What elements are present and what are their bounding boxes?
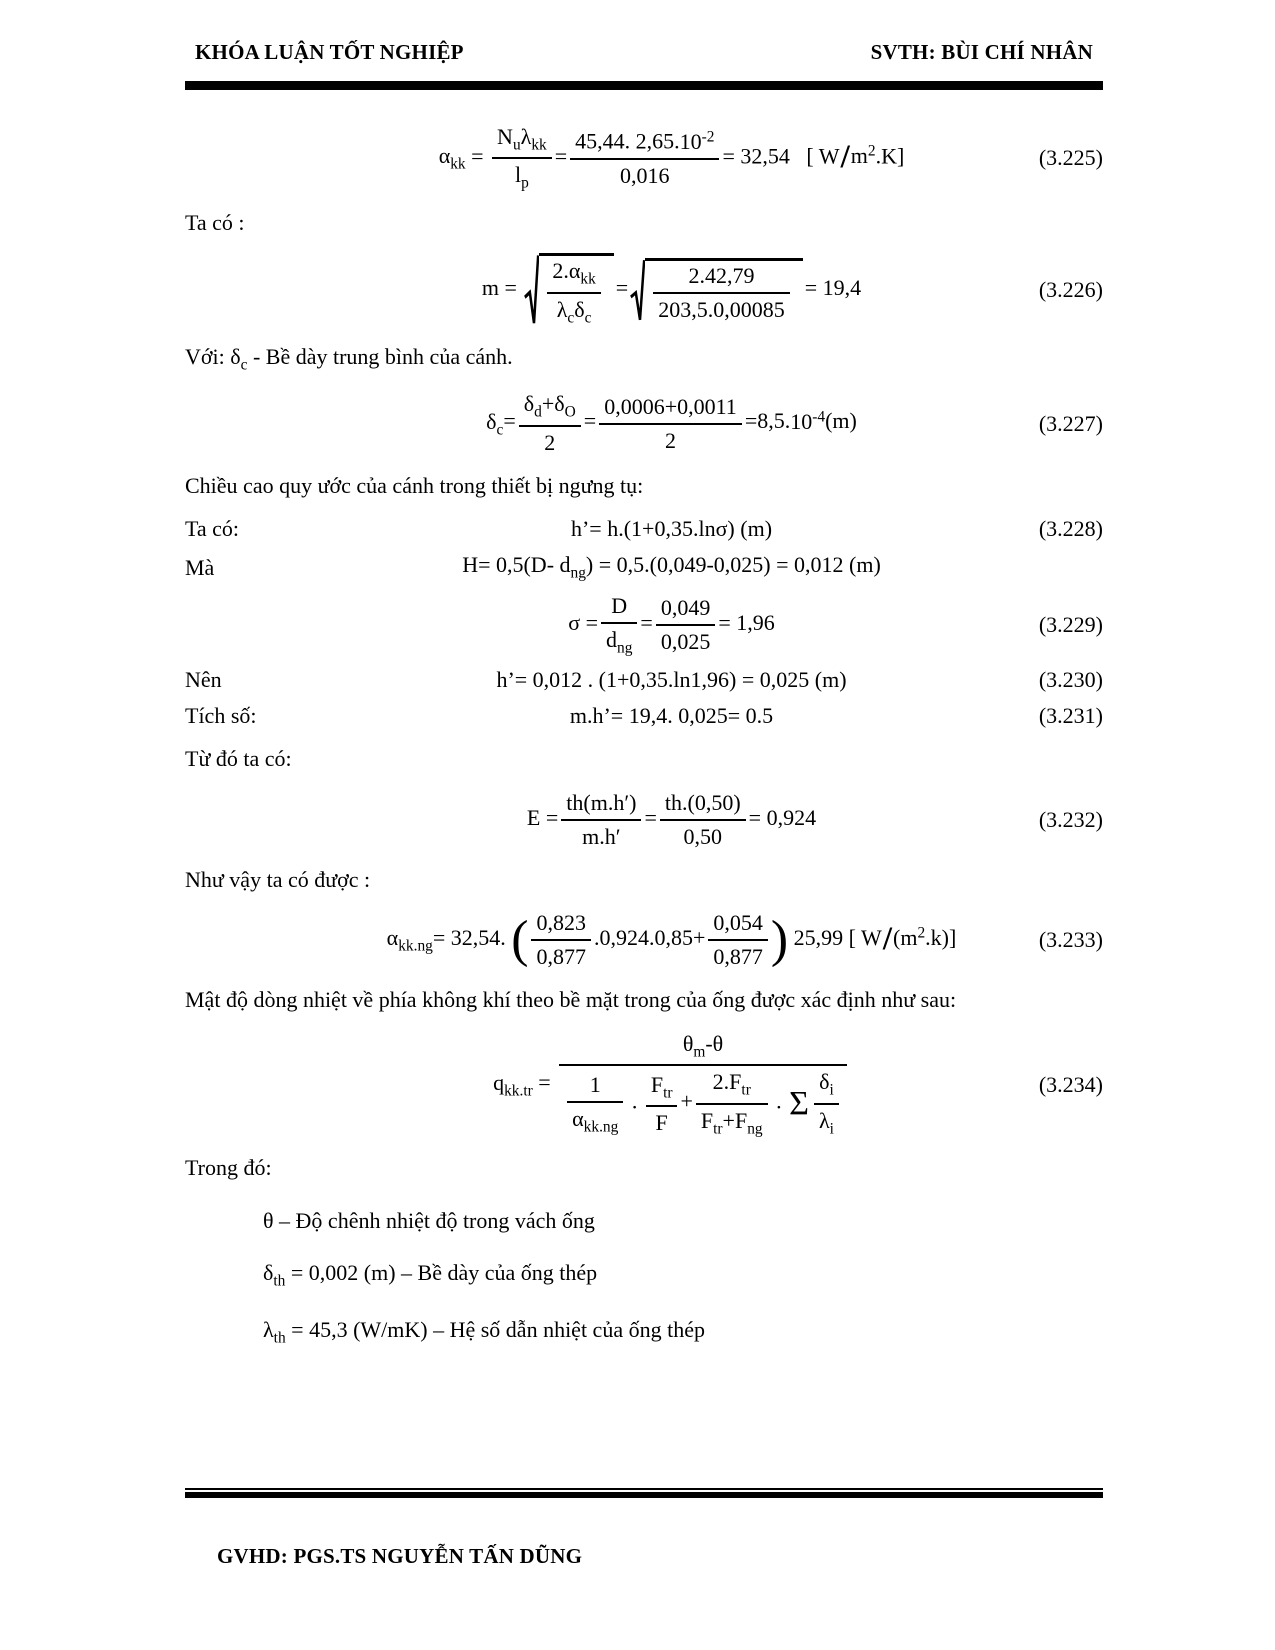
- denominator: [708, 941, 768, 970]
- subscript: c: [567, 309, 575, 327]
- equation-row: [185, 516, 1103, 542]
- math-text: Chiều cao quy ước của cánh trong thiết bị ngưng tụ:: [185, 472, 644, 498]
- math-text: =: [554, 143, 568, 169]
- math-sub-group: [682, 1030, 706, 1061]
- denominator: [599, 425, 742, 454]
- math-text: Mật độ dòng nhiệt về phía không khí theo bề mặt trong của ống được xác định như sau:: [185, 987, 957, 1013]
- math-text: 0,054: [713, 910, 763, 936]
- subscript: ng: [570, 564, 586, 582]
- math-base: λ: [556, 296, 568, 322]
- numerator: [601, 593, 637, 624]
- math-base: δ: [230, 344, 241, 370]
- big-slash-icon: /: [882, 921, 892, 958]
- math-text: =: [503, 408, 516, 434]
- math-sub-group: [606, 626, 633, 657]
- subscript: c: [496, 421, 504, 439]
- subscript: m: [693, 1043, 706, 1061]
- superscript: -2: [701, 128, 715, 146]
- numerator: [547, 258, 600, 293]
- subscript: c: [584, 309, 592, 327]
- superscript: 2: [867, 142, 876, 160]
- math-text: 2.42,79: [688, 262, 755, 288]
- math-text: = 1,96: [718, 610, 775, 636]
- math-text: .K]: [875, 143, 905, 169]
- math-text: 2.: [552, 258, 569, 284]
- paragraph: [185, 745, 1103, 774]
- fraction: [814, 1069, 839, 1138]
- math-text: 2: [665, 427, 677, 453]
- math-text: .: [626, 1088, 643, 1114]
- equation-label: [185, 703, 335, 729]
- subscript: tr: [713, 1120, 723, 1138]
- square-root: [524, 253, 613, 327]
- subscript: O: [564, 403, 576, 421]
- equation-body: [335, 910, 1008, 970]
- subscript: i: [829, 1120, 834, 1138]
- numerator: [559, 1031, 847, 1066]
- math-sub-group: [700, 1107, 723, 1138]
- numerator: [492, 124, 552, 159]
- math-text: m.h′: [582, 823, 621, 849]
- denominator: [570, 160, 719, 189]
- content: [185, 124, 1103, 1348]
- math-text: = 0,924: [748, 804, 817, 830]
- math-text: Ta có:: [185, 516, 240, 542]
- equation-row: [185, 124, 1103, 193]
- math-base: F: [734, 1107, 748, 1133]
- fraction: [567, 1072, 623, 1136]
- denominator: [814, 1105, 839, 1138]
- math-text: =: [583, 408, 597, 434]
- math-text: ) = 0,5.(0,049-0,025) = 0,012 (m): [585, 552, 881, 578]
- equation-body: [335, 516, 1008, 542]
- equation-row: [185, 1031, 1103, 1138]
- header-title: KHÓA LUẬN TỐT NGHIỆP: [195, 40, 464, 64]
- equation-number: (3.234): [1038, 1071, 1103, 1097]
- radical-icon: [630, 258, 645, 323]
- math-base: λ: [818, 1107, 830, 1133]
- math-text: 0,823: [536, 910, 586, 936]
- fraction: [599, 394, 742, 454]
- math-text: h’= 0,012 . (1+0,35.ln1,96) = 0,025 (m): [496, 667, 847, 693]
- square-root: [630, 258, 803, 323]
- numerator: [646, 1072, 678, 1107]
- math-sub-group: [523, 391, 542, 421]
- math-text: 0,0006+0,0011: [604, 393, 737, 419]
- math-base: δ: [554, 391, 565, 417]
- fraction: [653, 263, 790, 323]
- denominator: [519, 427, 581, 456]
- page-footer: [185, 1488, 1103, 1569]
- fraction: [559, 1031, 847, 1138]
- math-text: - Bề dày trung bình của cánh.: [247, 344, 513, 370]
- subscript: u: [512, 136, 521, 154]
- fraction: [531, 910, 591, 970]
- math-text: Nên: [185, 667, 222, 693]
- equation-number: (3.229): [1038, 612, 1103, 638]
- header-rule: [185, 81, 1103, 90]
- equation-row: [185, 790, 1103, 850]
- subscript: kk.ng: [398, 937, 433, 955]
- math-sup-group: [680, 129, 715, 154]
- math-text: Tích số:: [185, 703, 257, 729]
- radicand: [645, 258, 803, 323]
- math-base: α: [572, 1105, 584, 1131]
- page-header: [185, 40, 1103, 65]
- equation-label: [185, 667, 335, 693]
- subscript: tr: [663, 1083, 673, 1101]
- math-sub-group: [263, 1316, 286, 1347]
- paragraph: [185, 472, 1103, 501]
- paragraph: [185, 866, 1103, 895]
- math-base: m: [900, 925, 918, 951]
- subscript: th: [273, 1329, 286, 1347]
- math-base: α: [568, 258, 581, 284]
- math-sub-group: [263, 1260, 286, 1290]
- subscript: tr: [741, 1081, 751, 1099]
- subscript: p: [521, 174, 529, 192]
- math-text: m.h’= 19,4. 0,025= 0.5: [569, 703, 774, 729]
- math-text: m =: [481, 275, 523, 301]
- math-text: +: [680, 1088, 693, 1114]
- paragraph: [263, 1259, 1103, 1291]
- equation-number: (3.233): [1038, 927, 1103, 953]
- numerator: [653, 263, 790, 294]
- numerator: [561, 790, 641, 821]
- math-base: λ: [520, 124, 532, 149]
- math-text: 0,877: [536, 944, 586, 970]
- math-text: .: [770, 1088, 788, 1114]
- math-text: F: [655, 1109, 668, 1135]
- numerator: [519, 391, 581, 426]
- denominator: [660, 821, 746, 850]
- equation-body: [335, 703, 1008, 729]
- math-sub-group: [556, 296, 575, 327]
- equation-row: [185, 391, 1103, 455]
- footer-rule-thin: [185, 1488, 1103, 1490]
- math-text: H= 0,5(D-: [462, 552, 560, 578]
- numerator: [814, 1069, 839, 1104]
- equation-body: [335, 391, 1008, 455]
- math-base: δ: [819, 1069, 830, 1095]
- math-text: 2.: [712, 1069, 730, 1095]
- math-text: 0,50: [683, 823, 723, 849]
- equation-row: [185, 253, 1103, 327]
- math-text: .k)]: [925, 925, 957, 951]
- math-text: σ =: [568, 610, 599, 636]
- radical-icon: [524, 253, 539, 327]
- superscript: 2: [917, 924, 926, 942]
- math-base: α: [386, 925, 399, 951]
- math-sub-group: [386, 925, 433, 955]
- paragraph: [263, 1207, 1103, 1236]
- math-text: = 0,002 (m) – Bề dày của ống thép: [285, 1260, 598, 1286]
- subscript: d: [534, 403, 542, 421]
- numerator: [660, 790, 746, 821]
- big-slash-icon: /: [840, 139, 850, 176]
- math-text: 0,016: [620, 162, 670, 188]
- subscript: th: [273, 1272, 286, 1290]
- math-text: D: [611, 592, 628, 618]
- denominator: [656, 626, 716, 655]
- denominator: [696, 1105, 768, 1138]
- numerator: [567, 1072, 623, 1103]
- fraction: [708, 910, 768, 970]
- fraction: [660, 790, 746, 850]
- equation-body: [335, 124, 1008, 193]
- equation-number: (3.227): [1038, 410, 1103, 436]
- math-text: h’= h.(1+0,35.lnσ) (m): [570, 516, 773, 542]
- math-text: .0,924.0,85+: [593, 925, 706, 951]
- math-base: δ: [523, 391, 535, 417]
- numerator: [599, 394, 742, 425]
- superscript: -4: [812, 408, 826, 426]
- denominator: [567, 1103, 623, 1136]
- fraction: [492, 124, 552, 193]
- radicand: [539, 253, 613, 327]
- equation-number: (3.230): [1038, 667, 1103, 693]
- big-paren: ): [770, 911, 789, 969]
- denominator: [547, 294, 600, 327]
- math-sub-group: [572, 1105, 619, 1135]
- math-base: 10: [790, 408, 813, 434]
- equation-label: [185, 516, 335, 542]
- math-text: Từ đó ta có:: [185, 746, 292, 772]
- math-text: 45,44. 2,65.: [575, 128, 680, 154]
- equation-body: [335, 552, 1008, 582]
- subscript: ng: [617, 639, 633, 657]
- math-sub-group: [554, 391, 576, 421]
- math-base: F: [650, 1071, 664, 1097]
- math-sub-group: [438, 143, 466, 173]
- equation-body: [335, 790, 1008, 850]
- math-text: +: [722, 1107, 735, 1133]
- math-base: δ: [263, 1260, 274, 1286]
- math-base: m: [850, 143, 868, 169]
- math-sub-group: [819, 1069, 834, 1099]
- fraction: [646, 1072, 678, 1136]
- numerator: [656, 595, 716, 626]
- math-text: -θ: [705, 1030, 724, 1056]
- subscript: i: [829, 1081, 834, 1099]
- math-text: 0,877: [713, 944, 763, 970]
- math-base: N: [497, 124, 513, 149]
- math-sub-group: [818, 1107, 834, 1138]
- math-text: = 19,4: [804, 275, 862, 301]
- equation-body: [335, 667, 1008, 693]
- subscript: kk: [580, 270, 596, 288]
- equation-row: [185, 593, 1103, 657]
- footer-rule-thick: [185, 1492, 1103, 1498]
- math-text: 1: [589, 1071, 601, 1097]
- math-base: δ: [486, 408, 497, 434]
- math-text: (m): [825, 408, 857, 434]
- math-text: Ta có :: [185, 209, 245, 235]
- math-base: q: [493, 1069, 505, 1095]
- equation-number: (3.225): [1038, 145, 1103, 171]
- paragraph: [185, 209, 1103, 238]
- equation-number: (3.226): [1038, 277, 1103, 303]
- equation-row: [185, 910, 1103, 970]
- paragraph: [185, 343, 1103, 375]
- math-sub-group: [486, 408, 504, 439]
- math-text: (: [893, 925, 901, 951]
- denominator: [653, 294, 790, 323]
- math-text: 2: [544, 429, 556, 455]
- math-text: θ – Độ chênh nhiệt độ trong vách ống: [263, 1207, 595, 1233]
- math-base: l: [514, 162, 522, 188]
- math-sup-group: [900, 925, 925, 950]
- math-text: =: [644, 804, 657, 830]
- fraction: [601, 593, 637, 657]
- equation-row: [185, 552, 1103, 582]
- equation-number: (3.231): [1038, 703, 1103, 729]
- math-text: = 45,3 (W/mK) – Hệ số dẫn nhiệt của ống thép: [285, 1316, 705, 1342]
- math-sub-group: [729, 1069, 751, 1099]
- fraction: [519, 391, 581, 455]
- math-sub-group: [559, 552, 586, 582]
- math-base: λ: [263, 1316, 274, 1342]
- fraction: [656, 595, 716, 655]
- equation-body: [335, 253, 1008, 327]
- subscript: kk: [450, 155, 466, 173]
- equation-number: (3.228): [1038, 516, 1103, 542]
- denominator: [531, 941, 591, 970]
- math-text: Trong đó:: [185, 1155, 272, 1181]
- denominator: [492, 159, 552, 192]
- math-text: th(m.h′): [566, 789, 637, 815]
- math-text: = 32,54.: [432, 925, 512, 951]
- equation-body: [335, 1031, 1008, 1138]
- math-text: th.(0,50): [664, 789, 741, 815]
- equation-number: (3.232): [1038, 806, 1103, 832]
- math-sub-group: [514, 162, 529, 192]
- math-text: 0,025: [660, 629, 711, 655]
- equation-row: [185, 703, 1103, 729]
- math-base: θ: [682, 1030, 694, 1056]
- math-base: d: [559, 552, 571, 578]
- math-text: 203,5.0,00085: [658, 296, 785, 322]
- fraction: [570, 128, 719, 189]
- math-sup-group: [790, 409, 825, 434]
- math-text: =: [640, 610, 653, 636]
- equation-body: [335, 593, 1008, 657]
- math-sub-group: [520, 124, 547, 154]
- math-sub-group: [493, 1069, 533, 1099]
- subscript: kk: [531, 136, 547, 154]
- header-author: SVTH: BÙI CHÍ NHÂN: [870, 40, 1093, 64]
- math-sub-group: [734, 1107, 763, 1138]
- math-text: =8,5.: [744, 408, 791, 434]
- denominator: [561, 821, 641, 850]
- math-text: +: [541, 391, 555, 417]
- math-base: α: [438, 143, 451, 169]
- math-text: 25,99 [ W: [788, 925, 882, 951]
- subscript: kk.ng: [583, 1117, 619, 1135]
- math-sub-group: [568, 258, 596, 288]
- fraction: [547, 258, 600, 327]
- fraction: [696, 1069, 768, 1138]
- equation-label: [185, 555, 335, 581]
- math-base: F: [700, 1107, 714, 1133]
- paragraph: [185, 986, 1103, 1015]
- math-text: =: [465, 143, 490, 169]
- numerator: [708, 910, 768, 941]
- math-text: 0,049: [660, 595, 711, 621]
- math-text: Với:: [185, 344, 231, 370]
- fraction: [561, 790, 641, 850]
- big-paren: (: [511, 911, 529, 969]
- sigma-sum-icon: Σ: [789, 1084, 809, 1122]
- denominator: [601, 624, 637, 657]
- footer-advisor: GVHD: PGS.TS NGUYỄN TẤN DŨNG: [217, 1544, 583, 1568]
- math-sub-group: [574, 296, 592, 327]
- subscript: c: [240, 356, 248, 374]
- math-base: F: [729, 1069, 742, 1095]
- subscript: ng: [747, 1120, 763, 1138]
- math-text: =: [532, 1069, 557, 1095]
- paragraph: [263, 1316, 1103, 1348]
- math-text: Như vậy ta có được :: [185, 866, 371, 892]
- equation-row: [185, 667, 1103, 693]
- math-text: = 32,54 [ W: [722, 143, 840, 169]
- math-sub-group: [497, 124, 521, 154]
- subscript: kk.tr: [504, 1081, 533, 1099]
- numerator: [696, 1069, 768, 1104]
- math-base: δ: [574, 296, 585, 322]
- paragraph: [185, 1154, 1103, 1183]
- math-sub-group: [230, 344, 248, 374]
- math-sub-group: [650, 1071, 673, 1101]
- denominator: [559, 1066, 847, 1138]
- math-sup-group: [851, 143, 876, 168]
- numerator: [531, 910, 591, 941]
- denominator: [646, 1107, 678, 1136]
- math-text: =: [615, 275, 629, 301]
- math-base: d: [606, 626, 618, 652]
- math-base: 10: [679, 128, 702, 154]
- math-text: E =: [526, 804, 559, 830]
- math-text: Mà: [185, 554, 215, 580]
- numerator: [570, 128, 719, 160]
